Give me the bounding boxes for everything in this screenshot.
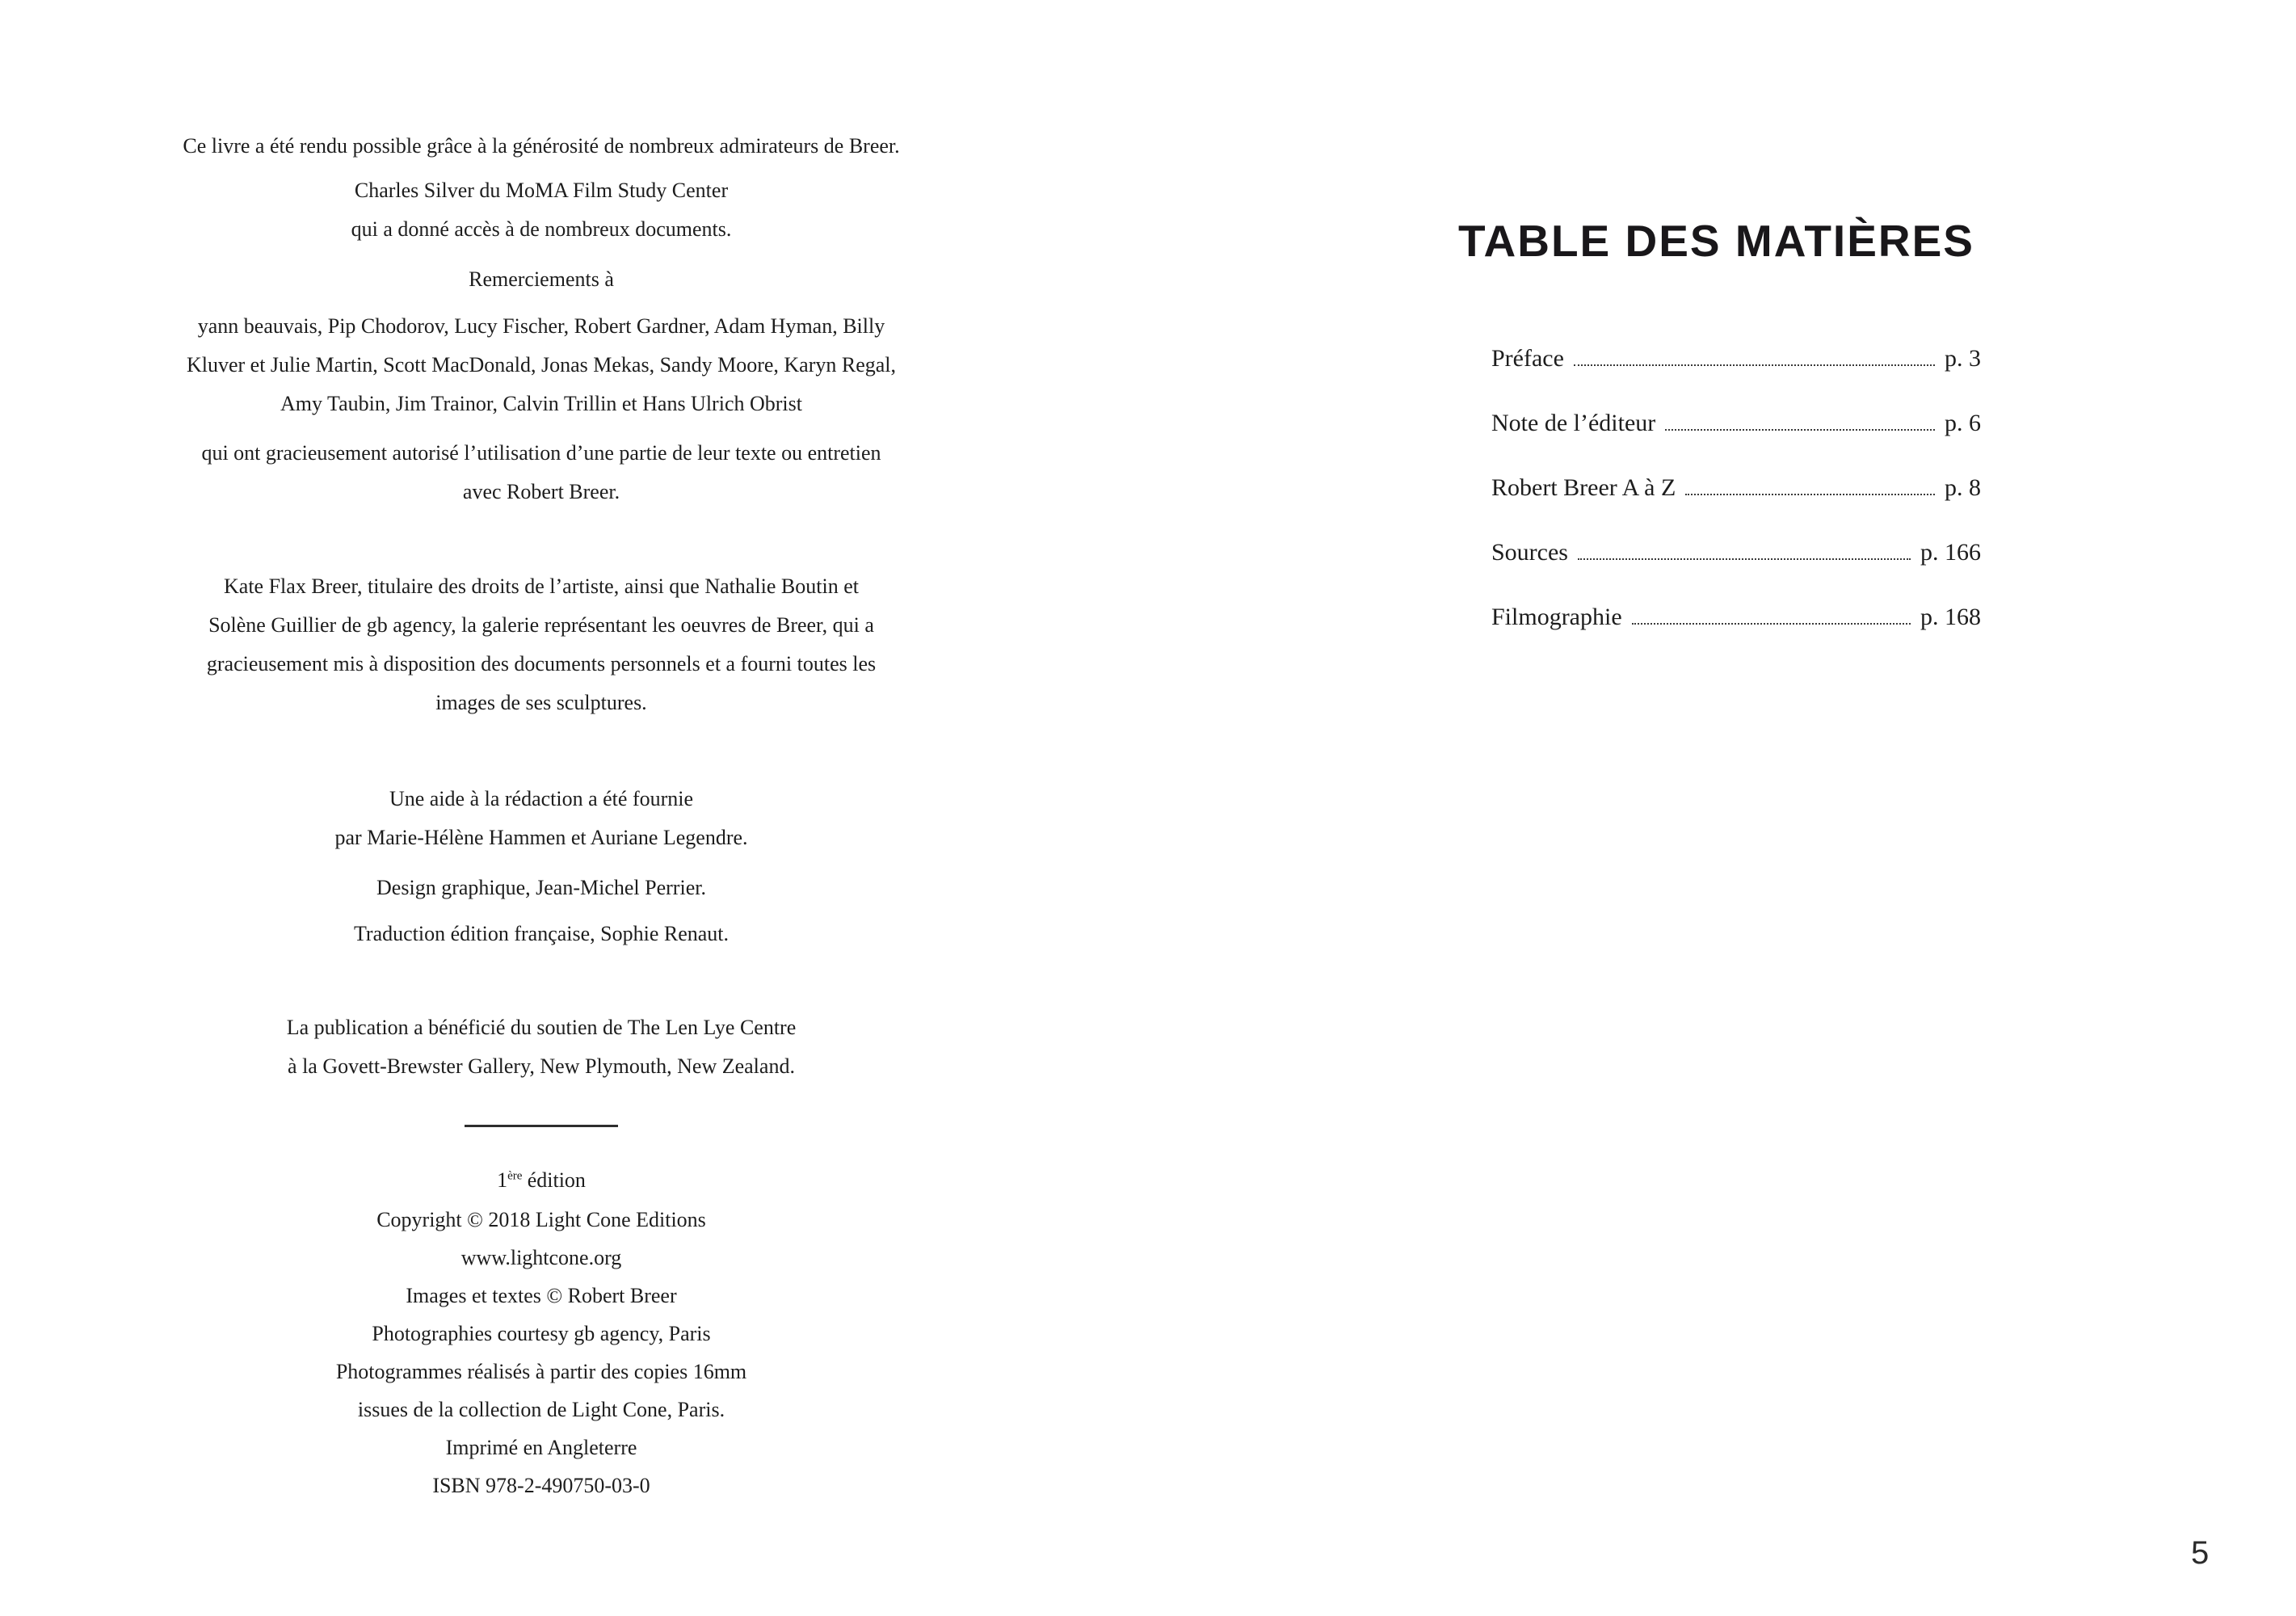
credits-page	[77, 127, 1006, 1504]
credits-line: à la Govett-Brewster Gallery, New Plymouth, New Zealand.	[288, 1054, 795, 1078]
credits-line: La publication a bénéficié du soutien de The Len Lye Centre	[286, 1016, 797, 1039]
credits-block-estate	[77, 567, 1006, 722]
edition-number: 1	[497, 1168, 508, 1192]
credits-line: qui ont gracieusement autorisé l’utilisation d’une partie de leur texte ou entretien	[201, 441, 881, 465]
toc-entry-a-to-z	[1491, 469, 1981, 507]
edition-ordinal-suffix: ère	[507, 1169, 523, 1183]
credits-line: Une aide à la rédaction a été fournie	[389, 787, 694, 810]
credits-block-redaction	[77, 780, 1006, 857]
colophon-photos-credit: Photographies courtesy gb agency, Paris	[372, 1322, 711, 1345]
dot-leader	[1665, 429, 1935, 431]
credits-line: Kluver et Julie Martin, Scott MacDonald, Jonas Mekas, Sandy Moore, Karyn Regal,	[186, 353, 897, 377]
toc-entry-editor-note	[1491, 404, 1981, 443]
toc-entry-preface	[1491, 339, 1981, 378]
toc-entry-label: Filmographie	[1491, 604, 1622, 630]
toc-entry-sources	[1491, 533, 1981, 572]
credits-line: Amy Taubin, Jim Trainor, Calvin Trillin et Hans Ulrich Obrist	[280, 392, 802, 415]
colophon-isbn: ISBN 978-2-490750-03-0	[432, 1474, 650, 1497]
toc-entry-page: p. 8	[1945, 474, 1981, 501]
colophon-images-credit: Images et textes © Robert Breer	[406, 1284, 677, 1307]
toc-title: TABLE DES MATIÈRES	[1458, 216, 1974, 266]
dot-leader	[1578, 558, 1911, 560]
credits-block-intro	[77, 127, 1006, 166]
credits-line: avec Robert Breer.	[462, 480, 620, 503]
toc-entry-page: p. 3	[1945, 345, 1981, 372]
edition-line	[77, 1161, 1006, 1200]
toc-entry-page: p. 166	[1920, 539, 1981, 566]
credits-block-names	[77, 307, 1006, 423]
credits-line: gracieusement mis à disposition des documents personnels et a fourni toutes les	[206, 652, 877, 675]
credits-line: par Marie-Hélène Hammen et Auriane Legendre.	[334, 826, 748, 849]
colophon-block	[77, 1201, 1006, 1504]
colophon-collection-line: issues de la collection de Light Cone, Paris.	[357, 1398, 725, 1421]
colophon-photograms-line: Photogrammes réalisés à partir des copies 16mm	[335, 1360, 747, 1383]
credits-block-thanks-heading	[77, 260, 1006, 299]
credits-line: Design graphique, Jean-Michel Perrier.	[376, 876, 706, 899]
dot-leader	[1632, 623, 1911, 625]
credits-line: images de ses sculptures.	[435, 691, 647, 714]
credits-block-moma-2	[77, 210, 1006, 249]
colophon-copyright: Copyright © 2018 Light Cone Editions	[376, 1208, 706, 1231]
toc-entry-page: p. 6	[1945, 410, 1981, 436]
credits-block-moma	[77, 171, 1006, 210]
section-divider	[465, 1125, 618, 1127]
toc-entry-label: Préface	[1491, 345, 1564, 372]
toc-entry-filmography	[1491, 598, 1981, 637]
credits-block-authorisation	[77, 434, 1006, 511]
credits-line: Remerciements à	[469, 267, 614, 291]
colophon-website-url: www.lightcone.org	[460, 1246, 622, 1269]
credits-line: Kate Flax Breer, titulaire des droits de l’artiste, ainsi que Nathalie Boutin et	[224, 574, 859, 598]
dot-leader	[1574, 364, 1935, 366]
edition-word: édition	[527, 1168, 586, 1192]
credits-line: Charles Silver du MoMA Film Study Center	[354, 179, 729, 202]
toc-list	[1491, 339, 1981, 663]
toc-entry-label: Sources	[1491, 539, 1568, 566]
page-number: 5	[2191, 1535, 2210, 1571]
colophon-printed-line: Imprimé en Angleterre	[445, 1436, 637, 1459]
credits-line: qui a donné accès à de nombreux documents.	[351, 217, 732, 241]
dot-leader	[1685, 494, 1935, 495]
credits-line: Traduction édition française, Sophie Renaut.	[353, 922, 730, 945]
credits-line: yann beauvais, Pip Chodorov, Lucy Fischer, Robert Gardner, Adam Hyman, Billy	[197, 314, 885, 338]
credits-block-translation	[77, 915, 1006, 953]
toc-entry-label: Note de l’éditeur	[1491, 410, 1656, 436]
credits-line: Ce livre a été rendu possible grâce à la générosité de nombreux admirateurs de Breer.	[183, 134, 900, 158]
toc-entry-page: p. 168	[1920, 604, 1981, 630]
credits-block-support	[77, 1008, 1006, 1086]
credits-line: Solène Guillier de gb agency, la galerie représentant les oeuvres de Breer, qui a	[208, 613, 874, 637]
credits-block-design	[77, 869, 1006, 907]
toc-entry-label: Robert Breer A à Z	[1491, 474, 1676, 501]
